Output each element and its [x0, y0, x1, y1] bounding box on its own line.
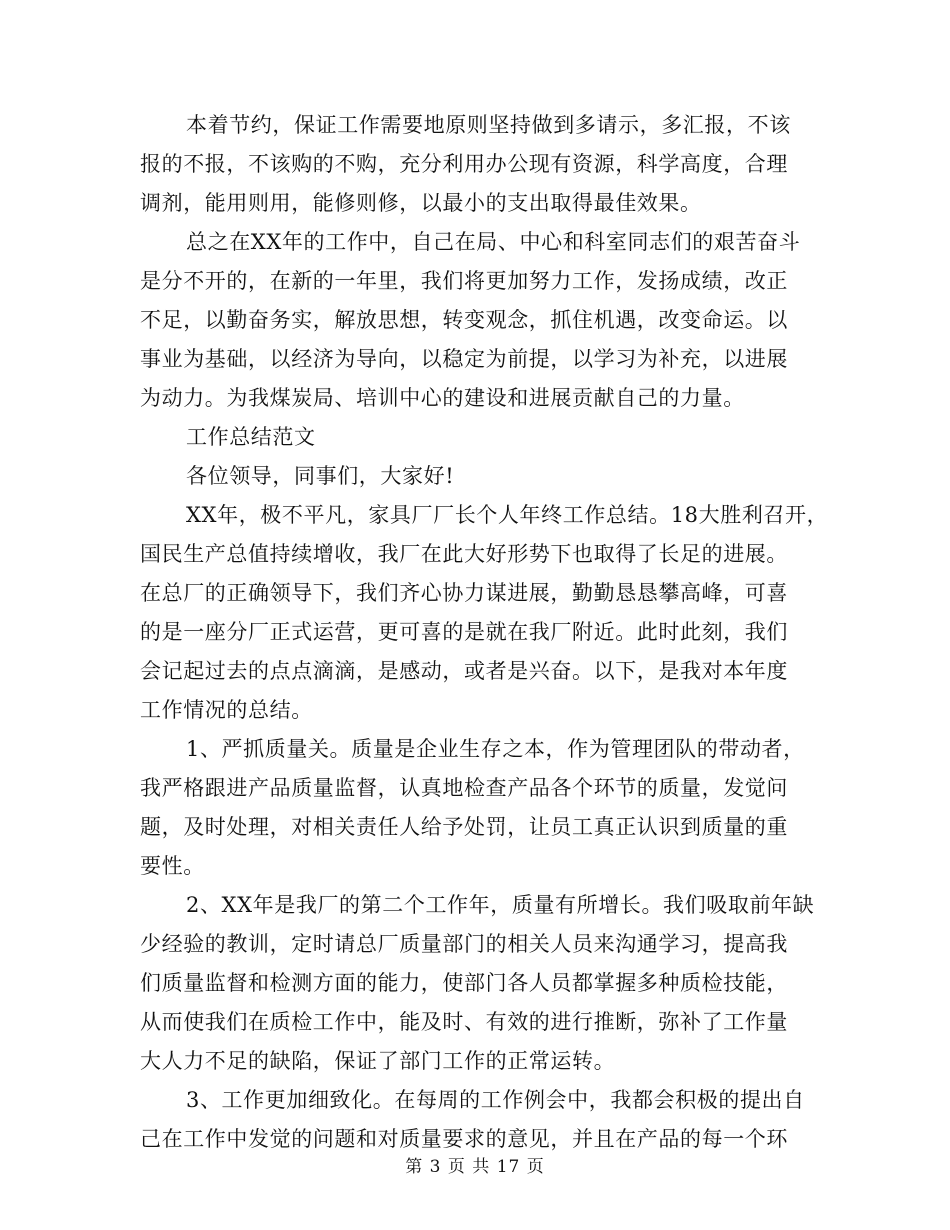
- paragraph: [140, 1081, 820, 1159]
- paragraph-line: 国民生产总值持续增收，我厂在此大好形势下也取得了长足的进展。: [140, 542, 788, 566]
- page-footer: 第 3 页 共 17 页: [405, 1157, 545, 1177]
- paragraph-first-line: 工作总结范文: [186, 425, 316, 449]
- paragraph-line: 从而使我们在质检工作中，能及时、有效的进行推断，弥补了工作量: [140, 1010, 788, 1034]
- paragraph-line: 大人力不足的缺陷，保证了部门工作的正常运转。: [140, 1049, 616, 1073]
- paragraph: [140, 496, 829, 730]
- paragraph-line: 报的不报，不该购的不购，充分利用办公现有资源，科学高度，合理: [140, 152, 788, 176]
- paragraph-line: 我严格跟进产品质量监督，认真地检查产品各个环节的质量，发觉问: [140, 776, 788, 800]
- paragraph: [140, 418, 820, 457]
- paragraph-first-line: 本着节约，保证工作需要地原则坚持做到多请示，多汇报，不该: [186, 113, 791, 137]
- document-body: [140, 106, 829, 1159]
- paragraph-line: 少经验的教训，定时请总厂质量部门的相关人员来沟通学习，提高我: [140, 932, 788, 956]
- paragraph-line: 会记起过去的点点滴滴，是感动，或者是兴奋。以下，是我对本年度: [140, 659, 788, 683]
- paragraph-line: 题，及时处理，对相关责任人给予处罚，让员工真正认识到质量的重: [140, 815, 788, 839]
- paragraph-first-line: 3、工作更加细致化。在每周的工作例会中，我都会积极的提出自: [186, 1088, 805, 1112]
- paragraph-line: 为动力。为我煤炭局、培训中心的建设和进展贡献自己的力量。: [140, 386, 745, 410]
- paragraph-first-line: 2、XX年是我厂的第二个工作年，质量有所增长。我们吸取前年缺: [186, 893, 815, 917]
- paragraph: [140, 223, 820, 418]
- paragraph-first-line: 1、严抓质量关。质量是企业生存之本，作为管理团队的带动者，: [186, 737, 805, 761]
- paragraph-line: 要性。: [140, 854, 205, 878]
- paragraph-line: 是分不开的，在新的一年里，我们将更加努力工作，发扬成绩，改正: [140, 269, 788, 293]
- paragraph-first-line: 总之在XX年的工作中，自己在局、中心和科室同志们的艰苦奋斗: [186, 230, 801, 254]
- paragraph: [140, 730, 820, 886]
- paragraph-line: 工作情况的总结。: [140, 698, 313, 722]
- paragraph-line: 们质量监督和检测方面的能力，使部门各人员都掌握多种质检技能，: [140, 971, 788, 995]
- paragraph-first-line: XX年，极不平凡，家具厂厂长个人年终工作总结。18大胜利召开，: [186, 503, 829, 527]
- paragraph: [140, 886, 820, 1081]
- paragraph-line: 调剂，能用则用，能修则修，以最小的支出取得最佳效果。: [140, 191, 702, 215]
- paragraph: [140, 457, 820, 496]
- paragraph-line: 在总厂的正确领导下，我们齐心协力谋进展，勤勤恳恳攀高峰，可喜: [140, 581, 788, 605]
- paragraph-line: 不足，以勤奋务实，解放思想，转变观念，抓住机遇，改变命运。以: [140, 308, 788, 332]
- paragraph-line: 事业为基础，以经济为导向，以稳定为前提，以学习为补充，以进展: [140, 347, 788, 371]
- paragraph: [140, 106, 820, 223]
- paragraph-line: 的是一座分厂正式运营，更可喜的是就在我厂附近。此时此刻，我们: [140, 620, 788, 644]
- paragraph-line: 己在工作中发觉的问题和对质量要求的意见，并且在产品的每一个环: [140, 1127, 788, 1151]
- paragraph-first-line: 各位领导，同事们，大家好!: [186, 464, 455, 488]
